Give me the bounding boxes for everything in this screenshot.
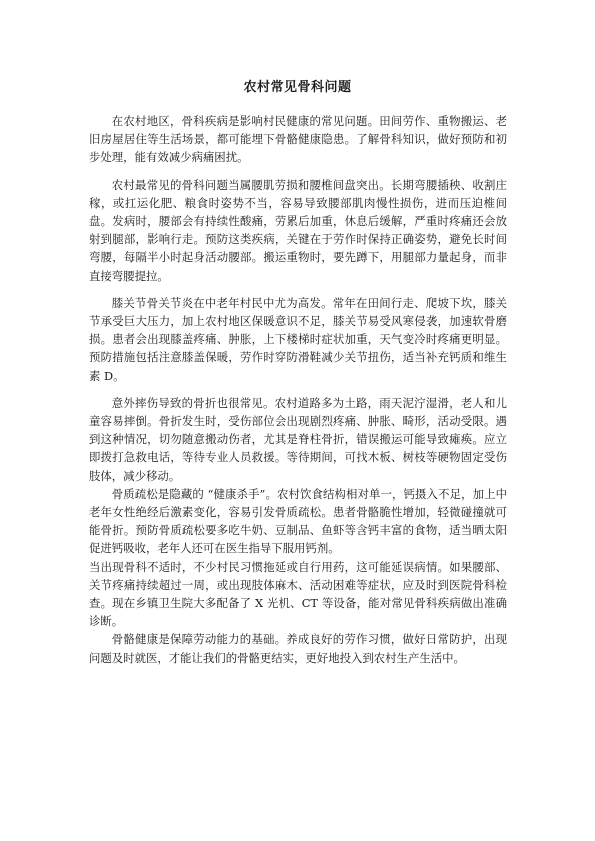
paragraph-seek-care: 当出现骨科不适时，不少村民习惯拖延或自行用药，这可能延误病情。如果腰部、关节疼痛持续超过一周，或出现肢体麻木、活动困难等症状，应及时到医院骨科检查。现在乡镇卫生院大多配备了 X 光机、CT 等设备，能对常见骨科疾病做出准确诊断。 <box>89 559 507 629</box>
paragraph-intro: 在农村地区，骨科疾病是影响村民健康的常见问题。田间劳作、重物搬运、老旧房屋居住等生活场景，都可能埋下骨骼健康隐患。了解骨科知识，做好预防和初步处理，能有效减少病痛困扰。 <box>89 114 507 165</box>
paragraph-fracture: 意外摔伤导致的骨折也很常见。农村道路多为土路，雨天泥泞湿滑，老人和儿童容易摔倒。骨折发生时，受伤部位会出现剧烈疼痛、肿胀、畸形，活动受限。遇到这种情况，切勿随意搬动伤者，尤其是脊柱骨折，错误搬运可能导致瘫痪。应立即拨打急救电话，等待专业人员救援。等待期间，可找木板、树枝等硬物固定受伤肢体，减少移动。 <box>89 395 507 483</box>
paragraph-knee: 膝关节骨关节炎在中老年村民中尤为高发。常年在田间行走、爬坡下坎，膝关节承受巨大压力，加上农村地区保暖意识不足，膝关节易受风寒侵袭，加速软骨磨损。患者会出现膝盖疼痛、肿胀，上下楼梯时症状加重，天气变冷时疼痛更明显。预防措施包括注意膝盖保暖，劳作时穿防滑鞋减少关节扭伤，适当补充钙质和维生素 D。 <box>89 295 507 383</box>
document-body <box>89 112 507 667</box>
document-title: 农村常见骨科问题 <box>243 80 352 95</box>
paragraph-osteoporosis: 骨质疏松是隐藏的 “健康杀手”。农村饮食结构相对单一，钙摄入不足，加上中老年女性绝经后激素变化，容易引发骨质疏松。患者骨骼脆性增加，轻微碰撞就可能骨折。预防骨质疏松要多吃牛奶、豆制品、鱼虾等含钙丰富的食物，适当晒太阳促进钙吸收，老年人还可在医生指导下服用钙剂。 <box>89 486 507 556</box>
paragraph-lumbar: 农村最常见的骨科问题当属腰肌劳损和腰椎间盘突出。长期弯腰插秧、收割庄稼，或扛运化肥、粮食时姿势不当，容易导致腰部肌肉慢性损伤，进而压迫椎间盘。发病时，腰部会有持续性酸痛，劳累后加重，休息后缓解，严重时疼痛还会放射到腿部，影响行走。预防这类疾病，关键在于劳作时保持正确姿势，避免长时间弯腰，每隔半小时起身活动腰部。搬运重物时，要先蹲下，用腿部力量起身，而非直接弯腰提拉。 <box>89 177 507 283</box>
paragraph-conclusion: 骨骼健康是保障劳动能力的基础。养成良好的劳作习惯，做好日常防护，出现问题及时就医，才能让我们的骨骼更结实，更好地投入到农村生产生活中。 <box>89 632 507 665</box>
